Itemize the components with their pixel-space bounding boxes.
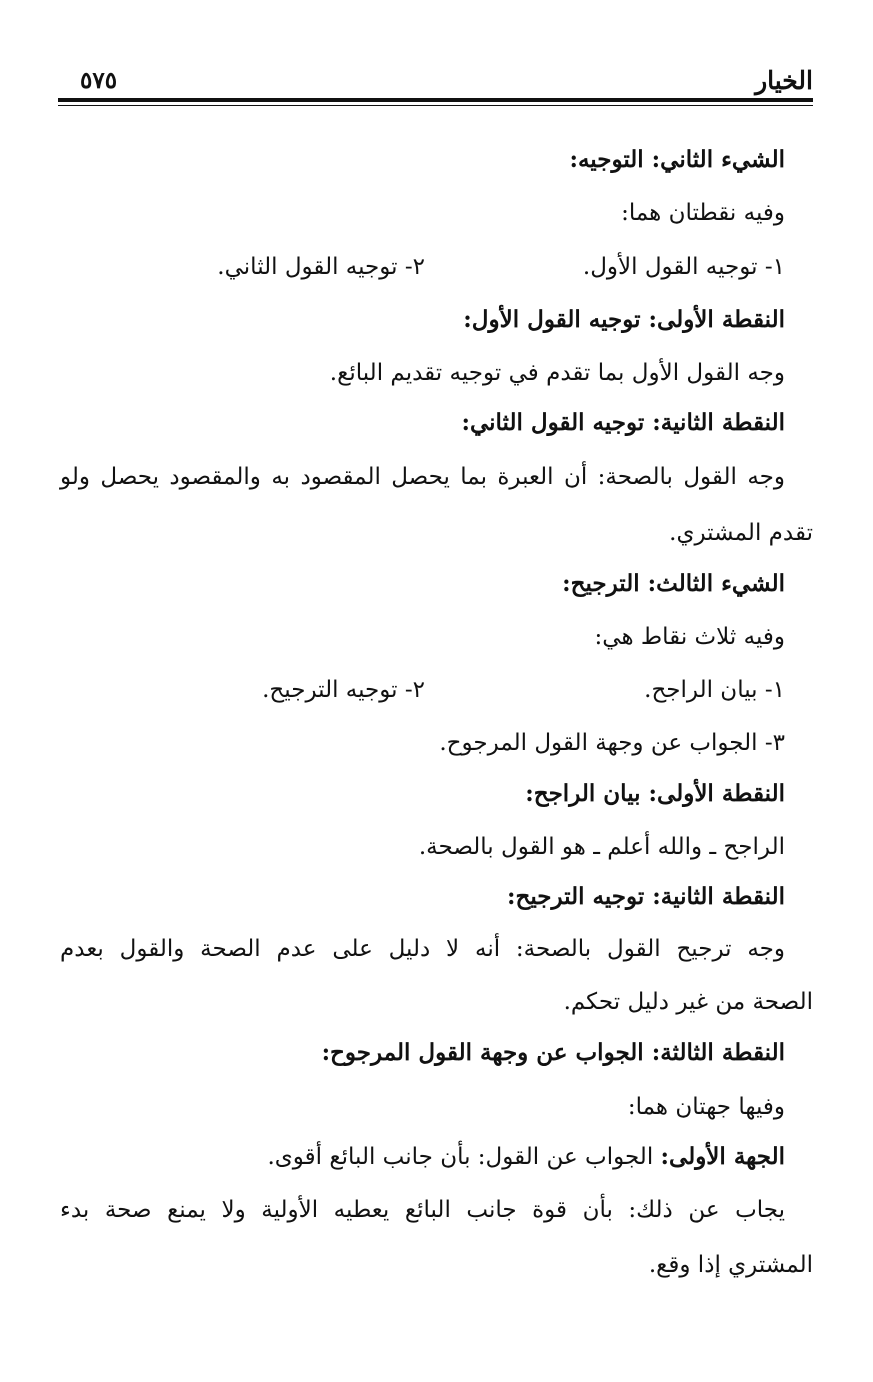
paragraph-reply-line2: المشتري إذا وقع. — [648, 1252, 813, 1278]
heading-point-three-answer: النقطة الثالثة: الجواب عن وجهة القول المرجوح: — [321, 1039, 785, 1066]
heading-point-two: النقطة الثانية: توجيه القول الثاني: — [461, 409, 785, 436]
list-item: ٣- الجواب عن وجهة القول المرجوح. — [439, 730, 785, 756]
paragraph-first-view: وجه القول الأول بما تقدم في توجيه تقديم البائع. — [329, 360, 785, 386]
page-number: ٥٧٥ — [80, 67, 118, 94]
paragraph-justification-line2: الصحة من غير دليل تحكم. — [563, 989, 813, 1015]
paragraph-reply-line1: يجاب عن ذلك: بأن قوة جانب البائع يعطيه الأولية ولا يمنع صحة بدء — [60, 1197, 785, 1223]
paragraph-justification-line1: وجه ترجيح القول بالصحة: أنه لا دليل على عدم الصحة والقول بعدم — [60, 936, 785, 962]
list-item: ١- توجيه القول الأول. — [582, 254, 785, 280]
running-title: الخيار — [755, 66, 813, 95]
paragraph-second-view-line2: تقدم المشتري. — [669, 520, 813, 546]
heading-third-thing: الشيء الثالث: الترجيح: — [562, 570, 785, 597]
paragraph-two-aspects: وفيها جهتان هما: — [627, 1094, 785, 1120]
list-item: ٢- توجيه القول الثاني. — [217, 254, 425, 280]
header-rule-thin — [58, 105, 813, 106]
paragraph-second-view-line1: وجه القول بالصحة: أن العبرة بما يحصل المقصود به والمقصود يحصل ولو — [60, 464, 785, 490]
paragraph-preferred: الراجح ـ والله أعلم ـ هو القول بالصحة. — [418, 834, 785, 860]
paragraph-three-points: وفيه ثلاث نقاط هي: — [594, 624, 785, 650]
heading-point-one-preferred: النقطة الأولى: بيان الراجح: — [525, 780, 785, 807]
first-aspect-text: الجواب عن القول: بأن جانب البائع أقوى. — [267, 1144, 661, 1170]
paragraph-first-aspect — [267, 1140, 785, 1174]
heading-second-thing: الشيء الثاني: التوجيه: — [569, 146, 785, 173]
page-header — [58, 66, 813, 96]
heading-point-two-justification: النقطة الثانية: توجيه الترجيح: — [507, 883, 785, 910]
heading-point-one: النقطة الأولى: توجيه القول الأول: — [463, 306, 785, 333]
paragraph-two-points: وفيه نقطتان هما: — [621, 200, 785, 226]
first-aspect-label: الجهة الأولى: — [660, 1143, 785, 1170]
header-rule-thick — [58, 98, 813, 102]
list-item: ٢- توجيه الترجيح. — [262, 677, 425, 703]
list-item: ١- بيان الراجح. — [644, 677, 785, 703]
